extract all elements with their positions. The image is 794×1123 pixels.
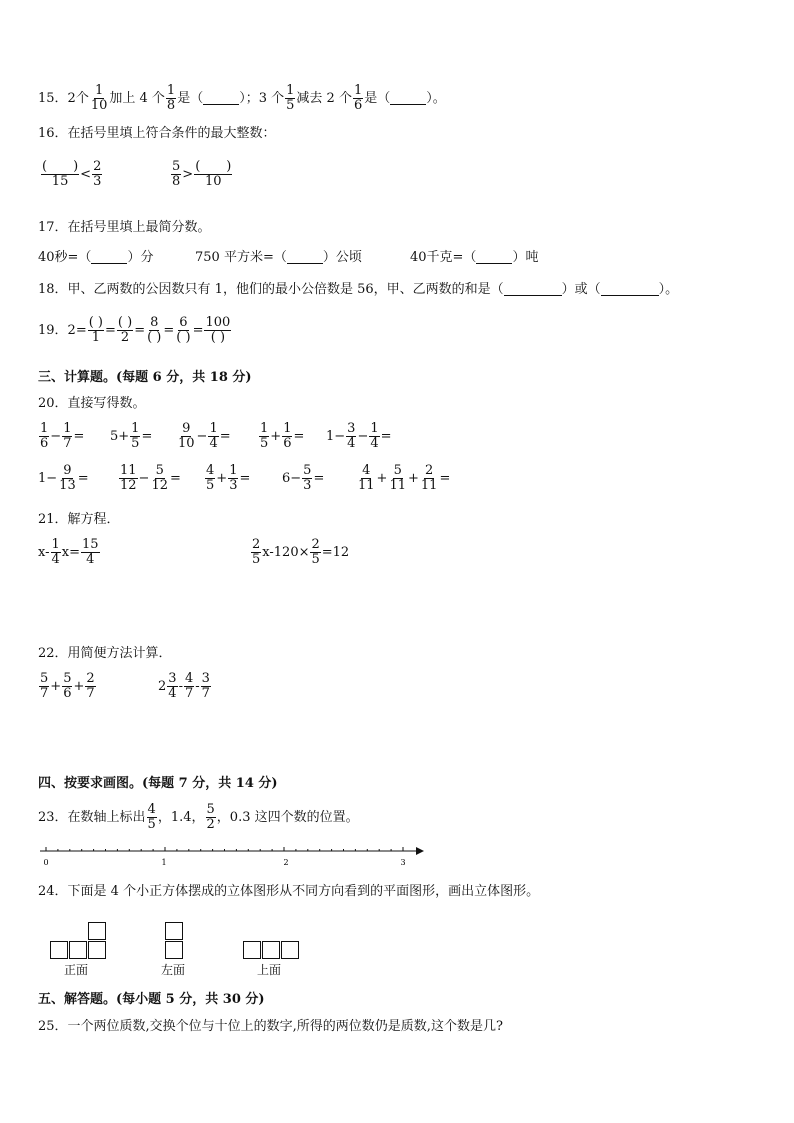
answer-blank[interactable] — [91, 251, 127, 264]
fraction — [204, 316, 231, 346]
denominator: 11 — [358, 478, 375, 494]
q17-item-post: ）公顷 — [322, 250, 362, 265]
fraction — [39, 672, 49, 702]
q20-row-1 — [38, 422, 392, 452]
fraction — [41, 160, 79, 190]
q20-expr — [258, 422, 326, 452]
q20-expr — [356, 464, 450, 494]
equals: = — [163, 323, 175, 339]
q17-item-1 — [38, 251, 153, 264]
q17-item-2 — [195, 251, 362, 264]
operator: + — [73, 679, 85, 695]
fraction — [251, 538, 261, 568]
prefix: x- — [38, 545, 50, 561]
numerator: 9 — [182, 421, 191, 436]
denominator: 6 — [353, 98, 363, 114]
denominator: 3 — [303, 478, 312, 494]
q15-text-1: 2个 — [67, 91, 89, 107]
denominator: 5 — [260, 436, 269, 452]
numerator: 3 — [347, 421, 356, 436]
denominator: 8 — [172, 174, 181, 190]
square — [88, 922, 106, 940]
numerator: 9 — [63, 463, 72, 478]
denominator: 4 — [168, 686, 177, 702]
fraction — [92, 160, 102, 190]
q17-item-pre: 40千克=（ — [410, 250, 477, 265]
fraction — [184, 672, 194, 702]
fraction — [147, 803, 157, 833]
denominator: 7 — [201, 686, 210, 702]
question-23 — [38, 803, 359, 833]
operator: + — [408, 471, 419, 487]
denominator: 10 — [204, 174, 222, 190]
denominator[interactable]: ( ) — [176, 330, 191, 346]
q20-expr — [326, 422, 392, 452]
answer-blank[interactable] — [601, 283, 659, 296]
denominator: 13 — [59, 478, 76, 494]
fraction — [85, 672, 95, 702]
numerator: 4 — [147, 802, 156, 817]
fraction — [353, 84, 363, 114]
fraction — [146, 316, 162, 346]
equals: = — [170, 471, 181, 487]
denominator: 6 — [283, 436, 292, 452]
equals: = — [192, 323, 204, 339]
q17-item-pre: 750 平方米=（ — [195, 250, 287, 265]
q20-expr — [38, 422, 110, 452]
fraction — [259, 422, 269, 452]
q20-expr — [176, 422, 258, 452]
denominator[interactable]: ( ) — [210, 330, 226, 346]
square — [88, 941, 106, 959]
denominator: 3 — [93, 174, 102, 190]
numerator[interactable]: ( ) — [88, 315, 103, 330]
middle: x-120× — [262, 545, 310, 561]
operator: − — [50, 429, 62, 445]
numerator: 1 — [51, 537, 60, 552]
denominator: 10 — [178, 436, 195, 452]
denominator: 7 — [63, 436, 72, 452]
numerator: 100 — [205, 315, 231, 330]
equals: = — [141, 429, 153, 445]
fraction — [285, 84, 295, 114]
fraction — [90, 84, 109, 114]
equals: = — [77, 471, 89, 487]
answer-blank[interactable] — [287, 251, 323, 264]
denominator: 2 — [206, 817, 215, 833]
equals: = — [219, 429, 231, 445]
operator: < — [80, 167, 92, 183]
square — [243, 941, 261, 959]
q18-text: 18．甲、乙两数的公因数只有 1，他们的最小公倍数是 56，甲、乙两数的和是（ — [38, 282, 504, 297]
denominator: 4 — [370, 436, 379, 452]
operator: − — [138, 471, 150, 487]
numerator: 3 — [201, 671, 210, 686]
fraction — [51, 538, 61, 568]
equals: = — [313, 471, 325, 487]
square — [165, 922, 183, 940]
numerator: 1 — [370, 421, 379, 436]
numerator: 5 — [303, 463, 312, 478]
fraction — [150, 464, 169, 494]
question-18 — [38, 283, 678, 296]
square — [69, 941, 87, 959]
tick-label-0: 0 — [43, 858, 49, 867]
operator: + — [270, 429, 282, 445]
fraction — [130, 422, 140, 452]
fraction — [357, 464, 376, 494]
fraction — [62, 672, 72, 702]
fraction — [346, 422, 356, 452]
q15-text-7: ）。 — [426, 91, 446, 107]
q19-number: 19． — [38, 323, 68, 339]
label-front: 正面 — [64, 963, 89, 977]
minor-ticks — [46, 847, 403, 851]
numerator: 4 — [362, 463, 371, 478]
q20-expr — [118, 464, 204, 494]
question-22: 22．用简便方法计算． — [38, 646, 172, 661]
numerator: 8 — [150, 315, 159, 330]
q17-item-pre: 40秒=（ — [38, 250, 92, 265]
numerator: 1 — [209, 421, 218, 436]
equals: = — [380, 429, 392, 445]
fraction — [166, 84, 176, 114]
equals: = — [439, 471, 451, 487]
square — [281, 941, 299, 959]
question-16: 16．在括号里填上符合条件的最大整数： — [38, 126, 276, 141]
equals: = — [73, 429, 85, 445]
square — [50, 941, 68, 959]
q15-text-4: ）；3 个 — [239, 91, 285, 107]
prefix: 1− — [38, 471, 58, 487]
operator: - — [195, 679, 200, 695]
fraction — [117, 316, 133, 346]
equals: = — [293, 429, 305, 445]
numerator: 1 — [40, 421, 49, 436]
q20-expr — [282, 464, 356, 494]
numerator: 2 — [252, 537, 261, 552]
q22-expr-1 — [38, 672, 97, 702]
q23-pre: 23．在数轴上标出 — [38, 810, 146, 826]
denominator: 4 — [51, 552, 60, 568]
denominator: 12 — [151, 478, 168, 494]
denominator: 1 — [91, 330, 100, 346]
tail: =12 — [321, 545, 350, 561]
q15-number: 15． — [38, 91, 68, 107]
number-line[interactable] — [36, 843, 426, 867]
denominator: 4 — [86, 552, 95, 568]
question-21: 21．解方程． — [38, 512, 120, 527]
fraction — [310, 538, 320, 568]
numerator: 11 — [120, 463, 137, 478]
q23-mid: ，1.4， — [157, 810, 205, 826]
denominator: 2 — [120, 330, 130, 346]
numerator[interactable]: ( ) — [117, 315, 133, 330]
q15-text-6: 是（ — [364, 91, 391, 107]
denominator: 12 — [120, 478, 137, 494]
q17-item-post: ）分 — [127, 250, 154, 265]
denominator[interactable]: ( ) — [147, 330, 162, 346]
square — [262, 941, 280, 959]
denominator: 4 — [347, 436, 356, 452]
denominator: 7 — [184, 686, 194, 702]
fraction — [39, 422, 49, 452]
q21-equation-1 — [38, 538, 101, 568]
q20-expr — [110, 422, 176, 452]
question-17: 17．在括号里填上最简分数。 — [38, 220, 211, 235]
arrow-icon — [416, 847, 424, 855]
fraction — [171, 160, 181, 190]
q16-inequality-a — [40, 160, 103, 190]
numerator: 3 — [168, 671, 177, 686]
q20-expr — [204, 464, 282, 494]
numerator: 2 — [311, 537, 320, 552]
fraction — [388, 464, 407, 494]
denominator: 5 — [131, 436, 140, 452]
numerator: 1 — [286, 83, 295, 98]
fraction — [201, 672, 211, 702]
label-top: 上面 — [257, 963, 282, 977]
numerator: 1 — [94, 83, 104, 98]
q19-lead: 2= — [67, 323, 87, 339]
q16-inequality-b — [170, 160, 233, 190]
fraction — [119, 464, 138, 494]
operator: - — [178, 679, 183, 695]
fraction — [177, 422, 196, 452]
numerator[interactable]: ( ) — [195, 159, 232, 174]
q15-text-2: 加上 4 个 — [109, 91, 165, 107]
section-4-heading: 四、按要求画图。(每题 7 分，共 14 分) — [38, 776, 278, 791]
numerator: 5 — [40, 671, 49, 686]
prefix: 6− — [282, 471, 302, 487]
fraction — [369, 422, 379, 452]
question-24: 24．下面是 4 个小正方体摆成的立体图形从不同方向看到的平面图形，画出立体图形。 — [38, 884, 540, 899]
numerator: 5 — [63, 671, 72, 686]
q15-text-3: 是（ — [177, 91, 204, 107]
q17-item-post: ）吨 — [512, 250, 539, 265]
section-3-heading: 三、计算题。(每题 6 分，共 18 分) — [38, 370, 252, 385]
fraction — [62, 422, 72, 452]
denominator: 3 — [229, 478, 238, 494]
prefix: 5+ — [110, 429, 130, 445]
denominator: 7 — [40, 686, 49, 702]
q17-item-3 — [410, 251, 538, 264]
answer-blank[interactable] — [504, 283, 562, 296]
question-20: 20．直接写得数。 — [38, 396, 146, 411]
operator: − — [357, 429, 369, 445]
fraction — [58, 464, 77, 494]
numerator: 1 — [229, 463, 238, 478]
equals: = — [134, 323, 146, 339]
denominator: 5 — [311, 552, 320, 568]
numerator: 5 — [206, 802, 215, 817]
numerator: 15 — [82, 537, 99, 552]
denominator: 15 — [51, 174, 69, 190]
numerator: 5 — [393, 463, 402, 478]
fraction — [282, 422, 292, 452]
denominator: 5 — [286, 98, 295, 114]
denominator: 5 — [206, 478, 215, 494]
fraction — [205, 464, 215, 494]
q18-mid: ）或（ — [561, 282, 601, 297]
numerator: 5 — [155, 463, 164, 478]
fraction — [228, 464, 238, 494]
denominator: 6 — [40, 436, 49, 452]
denominator: 5 — [252, 552, 261, 568]
denominator: 7 — [86, 686, 95, 702]
fraction — [167, 672, 177, 702]
tick-label-1: 1 — [161, 858, 167, 867]
denominator: 6 — [63, 686, 72, 702]
middle: x= — [61, 545, 81, 561]
fraction — [420, 464, 439, 494]
fraction — [206, 803, 216, 833]
whole-number: 2 — [158, 679, 167, 695]
numerator: 1 — [166, 83, 176, 98]
section-5-heading: 五、解答题。(每小题 5 分，共 30 分) — [38, 992, 265, 1007]
denominator: 8 — [166, 98, 176, 114]
numerator[interactable]: ( ) — [42, 159, 79, 174]
question-15 — [38, 84, 446, 114]
numerator: 1 — [353, 83, 363, 98]
numerator: 6 — [179, 315, 188, 330]
numerator: 4 — [206, 463, 215, 478]
equals: = — [105, 323, 116, 339]
operator: − — [196, 429, 208, 445]
fraction — [81, 538, 100, 568]
numerator: 5 — [172, 159, 181, 174]
numerator: 2 — [425, 463, 434, 478]
square — [165, 941, 183, 959]
operator: > — [182, 167, 194, 183]
label-left: 左面 — [161, 963, 186, 977]
fraction — [88, 316, 104, 346]
tick-label-3: 3 — [400, 858, 406, 867]
denominator: 11 — [420, 478, 438, 494]
answer-blank[interactable] — [390, 92, 426, 105]
q23-post: ，0.3 这四个数的位置。 — [216, 810, 359, 826]
equals: = — [239, 471, 251, 487]
numerator: 1 — [283, 421, 292, 436]
denominator: 4 — [209, 436, 218, 452]
question-19 — [38, 316, 232, 346]
denominator: 5 — [147, 817, 156, 833]
operator: + — [216, 471, 228, 487]
q20-row-2 — [38, 464, 450, 494]
prefix: 1− — [326, 429, 346, 445]
numerator: 2 — [86, 671, 95, 686]
numerator: 4 — [184, 671, 194, 686]
fraction — [208, 422, 218, 452]
operator: + — [376, 471, 388, 487]
numerator: 1 — [260, 421, 269, 436]
numerator: 1 — [131, 421, 140, 436]
fraction — [175, 316, 191, 346]
fraction — [302, 464, 312, 494]
tick-label-2: 2 — [283, 858, 289, 867]
numerator: 1 — [63, 421, 72, 436]
fraction — [194, 160, 232, 190]
q22-expr-2 — [158, 672, 212, 702]
denominator: 10 — [90, 98, 108, 114]
q20-expr — [38, 464, 118, 494]
question-25: 25．一个两位质数,交换个位与十位上的数字,所得的两位数仍是质数,这个数是几? — [38, 1019, 503, 1034]
denominator: 11 — [389, 478, 406, 494]
answer-blank[interactable] — [203, 92, 239, 105]
answer-blank[interactable] — [476, 251, 512, 264]
q15-text-5: 减去 2 个 — [296, 91, 352, 107]
q18-end: ）。 — [658, 282, 679, 297]
q21-equation-2 — [250, 538, 349, 568]
numerator: 2 — [93, 159, 102, 174]
operator: + — [50, 679, 62, 695]
